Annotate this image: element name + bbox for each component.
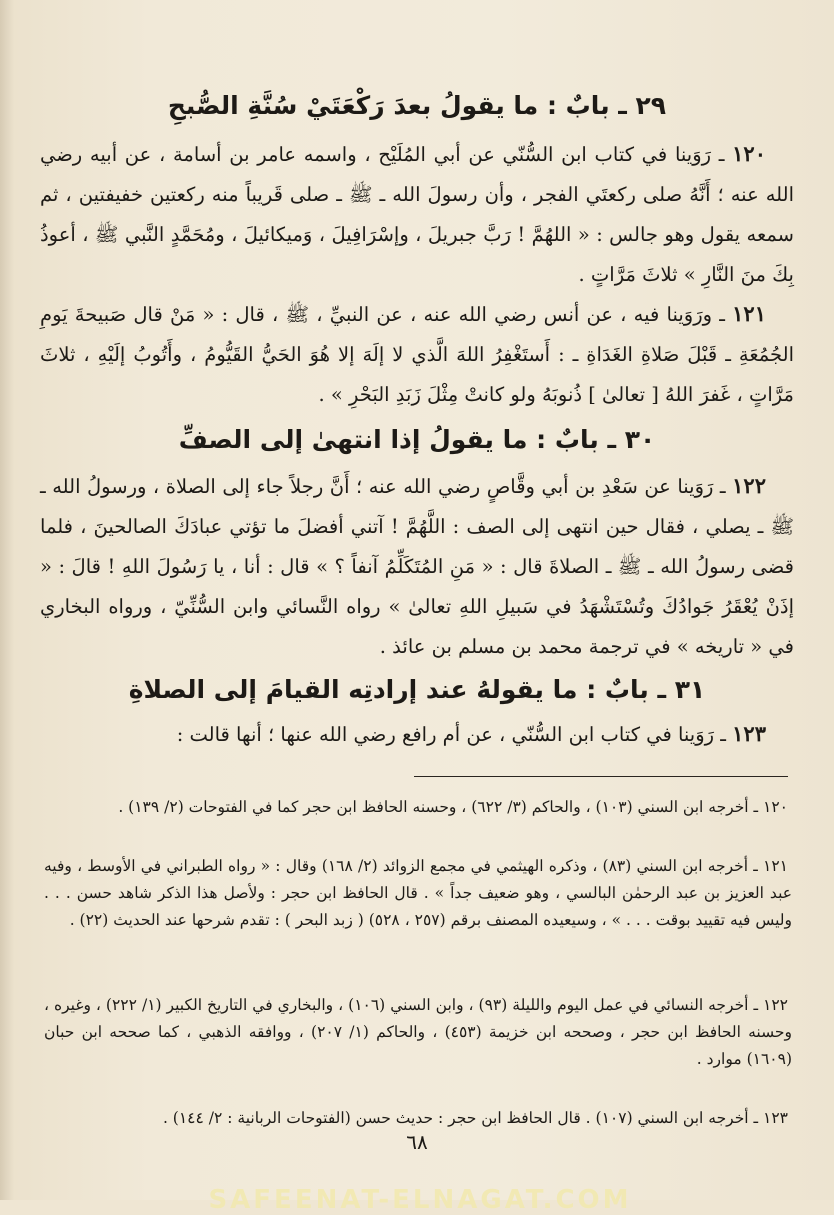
hadith-text: ـ ورَوَينا فيه ، عن أنس رضي الله عنه ، عن النبيِّ ، ﷺ ، قال : « مَنْ قال صَبيحةَ يَومِ الجُمُعَةِ ـ قَبْلَ صَلاةِ الغَدَاةِ ـ : أَستَغْفِرُ اللهَ الَّذي لا إلَهَ إلا هُوَ الحَيُّ القَيُّومُ ، وأَتُوبُ إلَيْهِ ، ثلاثَ مَرَّاتٍ ، غَفرَ اللهُ [ تعالىٰ ] ذُنوبَهُ ولو كانتْ مِثْلَ زَبَدِ البَحْرِ » . [40, 303, 794, 406]
page-edge-shadow [0, 0, 14, 1200]
hadith-text: ـ رَوَينا في كتاب ابن السُّنّي ، عن أم رافع رضي الله عنها ؛ أنها قالت : [176, 723, 733, 746]
chapter-title-29: ٢٩ ـ بابٌ : ما يقولُ بعدَ رَكْعَتَيْ سُنَّةِ الصُّبحِ [167, 91, 667, 120]
footnote-123: ١٢٣ ـ أخرجه ابن السني (١٠٧) . قال الحافظ ابن حجر : حديث حسن (الفتوحات الربانية : ٢/ ١٤٤) . [162, 1109, 788, 1127]
hadith-paragraph-122 [40, 466, 794, 666]
hadith-text: ـ رَوَينا عن سَعْدِ بن أبي وقَّاصٍ رضي الله عنه ؛ أَنَّ رجلاً جاء إلى الصلاة ، ورسولُ الله ـ ﷺ ـ يصلي ، فقال حين انتهى إلى الصف : اللَّهُمَّ ! آتني أفضلَ ما تؤتي عبادَكَ الصالحينَ ، فلما قضى رسولُ الله ـ ﷺ ـ الصلاةَ قال : « مَنِ المُتَكَلِّمُ آنفاً ؟ » قال : أنا ، يا رَسُولَ اللهِ ! قالَ : « إذَنْ يُعْقَرُ جَوادُكَ وتُسْتَشْهَدُ في سَبيلِ اللهِ تعالىٰ » رواه النَّسائي وابن السُّنِّيّ ، ورواه البخاري في « تاريخه » في ترجمة محمد بن مسلم بن عائذ . [40, 475, 794, 658]
chapter-title-30: ٣٠ ـ بابٌ : ما يقولُ إذا انتهىٰ إلى الصفِّ [178, 425, 656, 454]
chapter-title-31: ٣١ ـ بابٌ : ما يقولهُ عند إرادتِه القيامَ إلى الصلاةِ [128, 675, 706, 704]
footnote-separator [414, 776, 788, 777]
footnotes [44, 794, 792, 1136]
watermark: SAFEENAT-ELNAGAT.COM [208, 1185, 632, 1215]
hadith-paragraph-120 [40, 134, 794, 294]
hadith-number: ١٢١ [732, 301, 766, 326]
hadith-number: ١٢٢ [732, 473, 766, 498]
footnote-120: ١٢٠ ـ أخرجه ابن السني (١٠٣) ، والحاكم (٣/ ٦٢٢) ، وحسنه الحافظ ابن حجر كما في الفتوحات (٢/ ١٣٩) . [118, 798, 788, 816]
hadith-text: ـ رَوَينا في كتاب ابن السُّنّي عن أبي المُلَيْح ، واسمه عامر بن أسامة ، عن أبيه رضي الله عنه ؛ أَنَّهُ صلى ركعتَي الفجر ، وأن رسولَ الله ـ ﷺ ـ صلى قَريباً منه ركعتين خفيفتين ، ثم سمعه يقول وهو جالس : « اللهُمَّ ! رَبَّ جبريلَ ، وإسْرَافِيلَ ، وَميكائيلَ ، ومُحَمَّدٍ النَّبي ﷺ ، أعوذُ بِكَ منَ النَّارِ » ثلاثَ مَرَّاتٍ . [40, 143, 794, 286]
hadith-paragraph-123 [40, 714, 794, 754]
main-text [40, 86, 794, 754]
hadith-number: ١٢٠ [732, 141, 766, 166]
hadith-paragraph-121 [40, 294, 794, 416]
hadith-number: ١٢٣ [732, 721, 766, 746]
footnote-122: ١٢٢ ـ أخرجه النسائي في عمل اليوم والليلة (٩٣) ، وابن السني (١٠٦) ، والبخاري في التاريخ الكبير (١/ ٢٢٢) ، وغيره ، وحسنه الحافظ ابن حجر ، وصححه ابن خزيمة (٤٥٣) ، والحاكم (١/ ٢٠٧) ، ووافقه الذهبي ، كما صححه ابن حبان (١٦٠٩) موارد . [44, 996, 792, 1068]
page-number: ٦٨ [406, 1130, 428, 1154]
footnote-121: ١٢١ ـ أخرجه ابن السني (٨٣) ، وذكره الهيثمي في مجمع الزوائد (٢/ ١٦٨) وقال : « رواه الطبراني في الأوسط ، وفيه عبد العزيز بن عبد الرحمٰن البالسي ، وهو ضعيف جداً » . قال الحافظ ابن حجر : ولأصل هذا الذكر شاهد حسن . . . وليس فيه تقييد بوقت . . . » ، وسيعيده المصنف برقم (٢٥٧ ، ٥٢٨) ( زبد البحر ) : تقدم شرحها عند الحديث (٢٢) . [44, 857, 792, 929]
